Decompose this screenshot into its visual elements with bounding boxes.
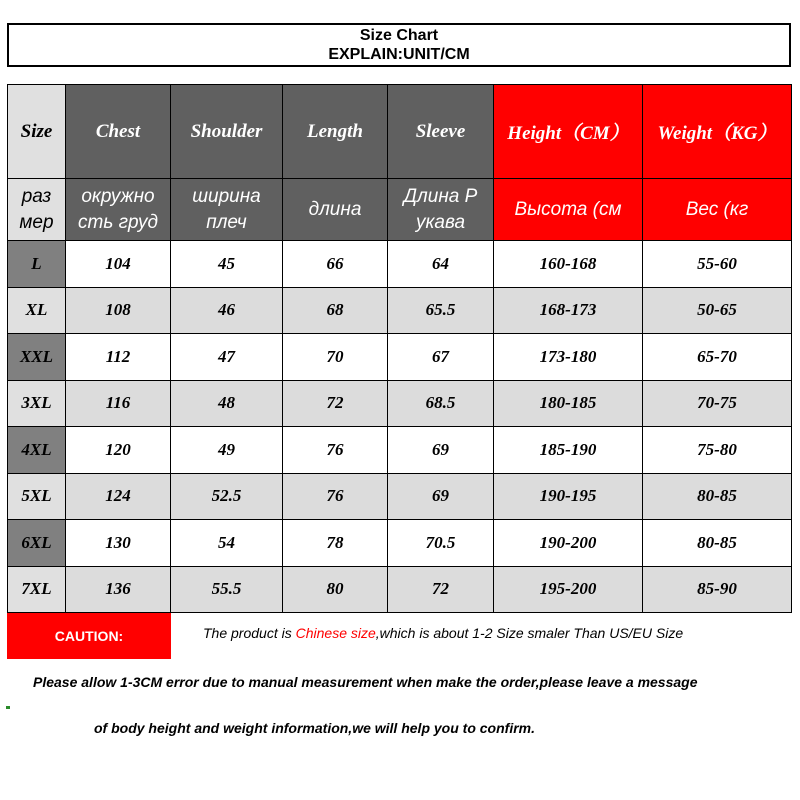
cell-length: 78: [283, 520, 388, 567]
note-line-2: of body height and weight information,we will help you to confirm.: [94, 720, 535, 736]
header-ru-line: сть груд: [78, 211, 158, 233]
cell-height: 185-190: [494, 427, 643, 474]
cell-sleeve: 70.5: [388, 520, 494, 567]
caution-message: [203, 625, 793, 641]
cell-length: 76: [283, 473, 388, 520]
cell-chest: 136: [66, 566, 171, 613]
header-ru-line: укава: [415, 211, 466, 233]
cell-length: 68: [283, 287, 388, 334]
cell-shoulder: 47: [171, 334, 283, 381]
column-header-size: Size: [8, 85, 66, 179]
cell-sleeve: 72: [388, 566, 494, 613]
header-ru-line: длина: [308, 198, 362, 220]
cell-chest: 108: [66, 287, 171, 334]
size-chart-title: Size Chart: [359, 27, 439, 44]
column-header-sleeve: Sleeve: [388, 85, 494, 179]
cell-height: 180-185: [494, 380, 643, 427]
cell-shoulder: 52.5: [171, 473, 283, 520]
cell-size: 7XL: [8, 566, 66, 613]
column-header-chest-ru: [66, 179, 171, 241]
caution-text-after: ,which is about 1-2 Size smaler Than US/EU Size: [375, 625, 684, 641]
column-header-shoulder-ru: [171, 179, 283, 241]
green-dot-mark: [6, 706, 10, 709]
cell-weight: 55-60: [643, 241, 792, 288]
cell-size: 3XL: [8, 380, 66, 427]
cell-size: XL: [8, 287, 66, 334]
header-ru-line: раз: [21, 185, 52, 207]
cell-sleeve: 68.5: [388, 380, 494, 427]
cell-shoulder: 55.5: [171, 566, 283, 613]
column-header-weight-ru: [643, 179, 792, 241]
cell-height: 190-195: [494, 473, 643, 520]
cell-height: 173-180: [494, 334, 643, 381]
table-row: [8, 287, 792, 334]
note-line-1: Please allow 1-3CM error due to manual measurement when make the order,please leave a message: [33, 674, 698, 690]
column-header-shoulder: Shoulder: [171, 85, 283, 179]
cell-shoulder: 49: [171, 427, 283, 474]
cell-sleeve: 67: [388, 334, 494, 381]
header-ru-line: плеч: [206, 211, 247, 233]
size-chart-unit-subtitle: EXPLAIN:UNIT/CM: [328, 46, 470, 63]
column-header-size-ru: [8, 179, 66, 241]
column-header-height-ru: [494, 179, 643, 241]
table-row: [8, 380, 792, 427]
column-header-weight: Weight（KG）: [643, 85, 792, 179]
table-row: [8, 473, 792, 520]
header-ru-line: окружно: [81, 185, 155, 207]
cell-height: 168-173: [494, 287, 643, 334]
cell-weight: 75-80: [643, 427, 792, 474]
cell-sleeve: 65.5: [388, 287, 494, 334]
cell-height: 160-168: [494, 241, 643, 288]
cell-chest: 120: [66, 427, 171, 474]
size-chart-table: [7, 84, 792, 613]
cell-size: XXL: [8, 334, 66, 381]
cell-chest: 124: [66, 473, 171, 520]
cell-length: 80: [283, 566, 388, 613]
cell-length: 66: [283, 241, 388, 288]
cell-sleeve: 64: [388, 241, 494, 288]
cell-length: 76: [283, 427, 388, 474]
cell-length: 72: [283, 380, 388, 427]
cell-weight: 85-90: [643, 566, 792, 613]
header-ru-line: мер: [19, 211, 54, 233]
cell-chest: 130: [66, 520, 171, 567]
cell-sleeve: 69: [388, 473, 494, 520]
cell-shoulder: 45: [171, 241, 283, 288]
header-row: [8, 85, 792, 179]
header-ru-line: Высота (см: [514, 198, 622, 220]
cell-size: 4XL: [8, 427, 66, 474]
table-row: [8, 520, 792, 567]
header-ru-line: ширина: [192, 185, 261, 207]
cell-height: 190-200: [494, 520, 643, 567]
cell-shoulder: 46: [171, 287, 283, 334]
cell-weight: 80-85: [643, 473, 792, 520]
cell-size: 6XL: [8, 520, 66, 567]
header-ru-line: Вес (кг: [685, 198, 749, 220]
cell-size: 5XL: [8, 473, 66, 520]
cell-shoulder: 48: [171, 380, 283, 427]
caution-label: CAUTION:: [7, 613, 171, 659]
table-row: [8, 241, 792, 288]
column-header-sleeve-ru: [388, 179, 494, 241]
cell-length: 70: [283, 334, 388, 381]
cell-sleeve: 69: [388, 427, 494, 474]
cell-weight: 65-70: [643, 334, 792, 381]
cell-chest: 104: [66, 241, 171, 288]
table-row: [8, 427, 792, 474]
column-header-length-ru: [283, 179, 388, 241]
cell-weight: 50-65: [643, 287, 792, 334]
header-ru-line: Длина Р: [403, 185, 478, 207]
cell-chest: 116: [66, 380, 171, 427]
table-row: [8, 566, 792, 613]
cell-size: L: [8, 241, 66, 288]
table-row: [8, 334, 792, 381]
cell-weight: 80-85: [643, 520, 792, 567]
caution-text-before: The product is: [203, 625, 296, 641]
column-header-chest: Chest: [66, 85, 171, 179]
caution-highlight: Chinese size: [295, 625, 376, 641]
header-row-russian: [8, 179, 792, 241]
cell-shoulder: 54: [171, 520, 283, 567]
column-header-length: Length: [283, 85, 388, 179]
column-header-height: Height（CM）: [494, 85, 643, 179]
cell-chest: 112: [66, 334, 171, 381]
cell-height: 195-200: [494, 566, 643, 613]
cell-weight: 70-75: [643, 380, 792, 427]
size-chart-title-box: [7, 23, 791, 67]
